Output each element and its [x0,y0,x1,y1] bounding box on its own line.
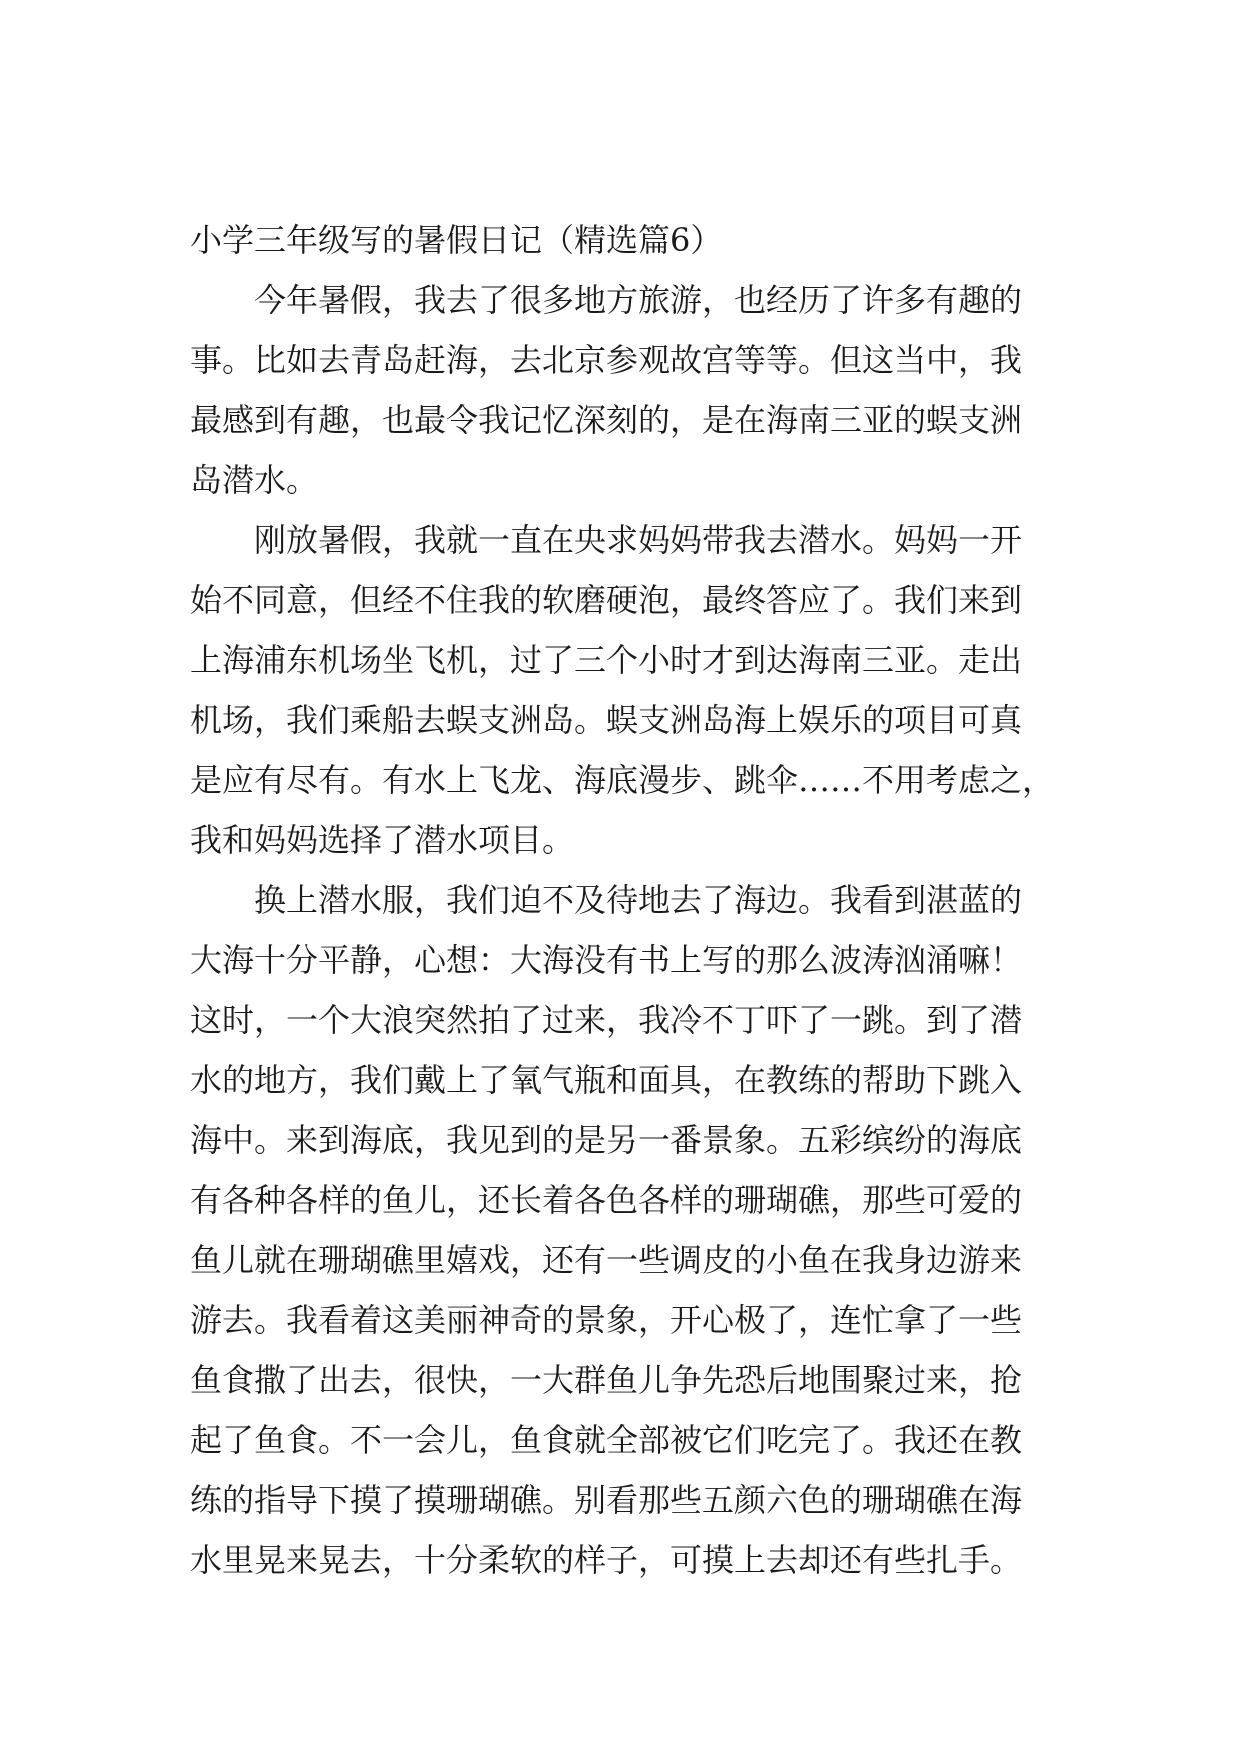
paragraph-1-line-1: 今年暑假，我去了很多地方旅游，也经历了许多有趣的 [254,281,1023,319]
paragraph-3-line-7: 鱼儿就在珊瑚礁里嬉戏，还有一些调皮的小鱼在我身边游来 [190,1241,1023,1279]
paragraph-3-line-10: 起了鱼食。不一会儿，鱼食就全部被它们吃完了。我还在教 [190,1421,1023,1459]
paragraph-3-line-11: 练的指导下摸了摸珊瑚礁。别看那些五颜六色的珊瑚礁在海 [190,1481,1023,1519]
paragraph-3-line-8: 游去。我看着这美丽神奇的景象，开心极了，连忙拿了一些 [190,1301,1023,1339]
paragraph-3-line-4: 水的地方，我们戴上了氧气瓶和面具，在教练的帮助下跳入 [190,1061,1023,1099]
paragraph-2-line-5: 是应有尽有。有水上飞龙、海底漫步、跳伞……不用考虑之， [190,761,1055,799]
paragraph-2-line-2: 始不同意，但经不住我的软磨硬泡，最终答应了。我们来到 [190,581,1023,619]
paragraph-3-line-3: 这时，一个大浪突然拍了过来，我冷不丁吓了一跳。到了潜 [190,1001,1023,1039]
paragraph-2-line-6: 我和妈妈选择了潜水项目。 [190,821,575,859]
paragraph-3-line-1: 换上潜水服，我们迫不及待地去了海边。我看到湛蓝的 [254,881,1023,919]
paragraph-3-line-5: 海中。来到海底，我见到的是另一番景象。五彩缤纷的海底 [190,1121,1023,1159]
paragraph-2-line-4: 机场，我们乘船去蜈支洲岛。蜈支洲岛海上娱乐的项目可真 [190,701,1023,739]
paragraph-2-line-3: 上海浦东机场坐飞机，过了三个小时才到达海南三亚。走出 [190,641,1023,679]
paragraph-1-line-3: 最感到有趣，也最令我记忆深刻的，是在海南三亚的蜈支洲 [190,401,1023,439]
paragraph-2-line-1: 刚放暑假，我就一直在央求妈妈带我去潜水。妈妈一开 [254,521,1023,559]
paragraph-3-line-9: 鱼食撒了出去，很快，一大群鱼儿争先恐后地围聚过来，抢 [190,1361,1023,1399]
paragraph-3-line-6: 有各种各样的鱼儿，还长着各色各样的珊瑚礁，那些可爱的 [190,1181,1023,1219]
paragraph-3-line-12: 水里晃来晃去，十分柔软的样子，可摸上去却还有些扎手。 [190,1541,1023,1579]
paragraph-1-line-4: 岛潜水。 [190,461,319,499]
document-title: 小学三年级写的暑假日记（精选篇6） [190,221,723,259]
paragraph-1-line-2: 事。比如去青岛赶海，去北京参观故宫等等。但这当中，我 [190,341,1023,379]
paragraph-3-line-2: 大海十分平静，心想：大海没有书上写的那么波涛汹涌嘛！ [190,941,1023,979]
